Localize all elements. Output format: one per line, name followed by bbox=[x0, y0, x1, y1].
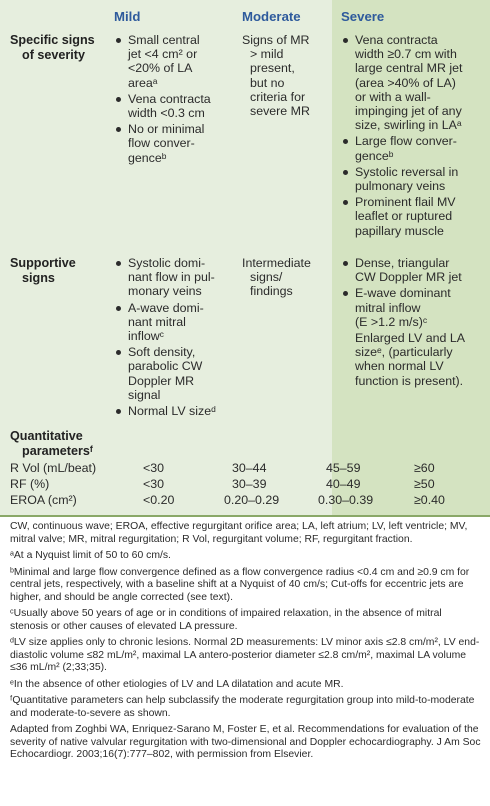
header-moderate: Moderate bbox=[242, 9, 301, 24]
header-mild: Mild bbox=[114, 9, 141, 24]
param-eroa-moderate-a: 0.20–0.29 bbox=[224, 493, 280, 507]
list-item: A-wave domi- nant mitral inflowᶜ bbox=[114, 301, 238, 344]
footnote-source: Adapted from Zoghbi WA, Enriquez-Sarano M, Foster E, et al. Recommendations for evaluation of the severity of native valvular regurgitation with two-dimensional and Doppler echocardiography. J Am Soc Echocardiogr. 2003;16(7):777–802, with permission from Elsevier. bbox=[10, 724, 481, 760]
param-name-rvol: R Vol (mL/beat) bbox=[10, 461, 97, 475]
param-rf-moderate-a: 30–39 bbox=[232, 477, 267, 491]
list-item: Large flow conver- genceᵇ bbox=[341, 134, 489, 162]
list-item: Dense, triangular CW Doppler MR jet bbox=[341, 256, 489, 284]
list-item: Systolic reversal in pulmonary veins bbox=[341, 165, 489, 193]
list-item: Prominent flail MV leaflet or ruptured papillary muscle bbox=[341, 195, 489, 238]
list-item: Systolic domi- nant flow in pul- monary veins bbox=[114, 256, 238, 299]
param-rvol-moderate-b: 45–59 bbox=[326, 461, 361, 475]
row-label-supportive: Supportive signs bbox=[10, 256, 76, 285]
specific-severe-list bbox=[341, 33, 489, 240]
footnote-abbreviations: CW, continuous wave; EROA, effective regurgitant orifice area; LA, left atrium; LV, left ventricle; MV, mitral valve; MR, mitral regurgitation; R Vol, regurgitant volume; RF, regurgitant fraction. bbox=[10, 521, 468, 545]
list-item: E-wave dominant mitral inflow (E >1.2 m/s)ᶜ bbox=[341, 286, 489, 329]
supportive-severe-list bbox=[341, 256, 489, 390]
param-eroa-severe: ≥0.40 bbox=[414, 493, 445, 507]
param-eroa-moderate-b: 0.30–0.39 bbox=[318, 493, 374, 507]
param-rvol-mild: <30 bbox=[143, 461, 165, 475]
param-rf-mild: <30 bbox=[143, 477, 165, 491]
specific-mild-list bbox=[114, 33, 234, 167]
list-item: Normal LV sizeᵈ bbox=[114, 404, 238, 418]
footnote-c: ᶜUsually above 50 years of age or in conditions of impaired relaxation, in the absence of mitral stenosis or other causes of elevated LA pressure. bbox=[10, 608, 442, 632]
list-item: Soft density, parabolic CW Doppler MR signal bbox=[114, 345, 238, 402]
list-item: Vena contracta width <0.3 cm bbox=[114, 92, 234, 120]
param-rf-severe: ≥50 bbox=[414, 477, 435, 491]
footnotes bbox=[10, 521, 482, 766]
param-name-rf: RF (%) bbox=[10, 477, 50, 491]
row-label-quantitative: Quantitative parametersᶠ bbox=[10, 429, 93, 458]
list-item: No or minimal flow conver- genceᵇ bbox=[114, 122, 234, 165]
footnote-e: ᵉIn the absence of other etiologies of LV and LA dilatation and acute MR. bbox=[10, 678, 344, 690]
footnote-d: ᵈLV size applies only to chronic lesions. Normal 2D measurements: LV minor axis ≤2.8 cm/m², LV end-diastolic volume ≤82 mL/m², maximal LA antero-posterior diameter ≤2.8 cm/m², maximal LA volume ≤36 mL/m² (2;33;35). bbox=[10, 637, 480, 673]
row-label-specific: Specific signs of severity bbox=[10, 33, 95, 62]
footnote-f: ᶠQuantitative parameters can help subclassify the moderate regurgitation group into mild-to-moderate and moderate-to-severe as shown. bbox=[10, 695, 475, 719]
param-rf-moderate-b: 40–49 bbox=[326, 477, 361, 491]
param-rvol-moderate-a: 30–44 bbox=[232, 461, 267, 475]
specific-moderate-text: Signs of MR > mild present, but no criteria for severe MR bbox=[242, 33, 310, 119]
param-rvol-severe: ≥60 bbox=[414, 461, 435, 475]
supportive-mild-list bbox=[114, 256, 238, 420]
footnote-b: ᵇMinimal and large flow convergence defined as a flow convergence radius <0.4 cm and ≥0.9 cm for central jets, respectively, with a baseline shift at a Nyquist of 40 cm/s; Cut-offs for eccentric jets are higher, and should be angle corrected (see text). bbox=[10, 566, 470, 603]
header-severe: Severe bbox=[341, 9, 385, 24]
list-item: Small central jet <4 cm² or <20% of LA areaᵃ bbox=[114, 33, 234, 90]
supportive-moderate-text: Intermediate signs/ findings bbox=[242, 256, 311, 299]
footnote-a: ᵃAt a Nyquist limit of 50 to 60 cm/s. bbox=[10, 550, 171, 561]
param-eroa-mild: <0.20 bbox=[143, 493, 175, 507]
param-name-eroa: EROA (cm²) bbox=[10, 493, 77, 507]
list-item-continuation: Enlarged LV and LA sizeᵉ, (particularly when normal LV function is present). bbox=[355, 331, 465, 388]
list-item: Vena contracta width ≥0.7 cm with large central MR jet (area >40% of LA) or with a wall- impinging jet of any size, swirling in LAᵃ bbox=[341, 33, 489, 132]
